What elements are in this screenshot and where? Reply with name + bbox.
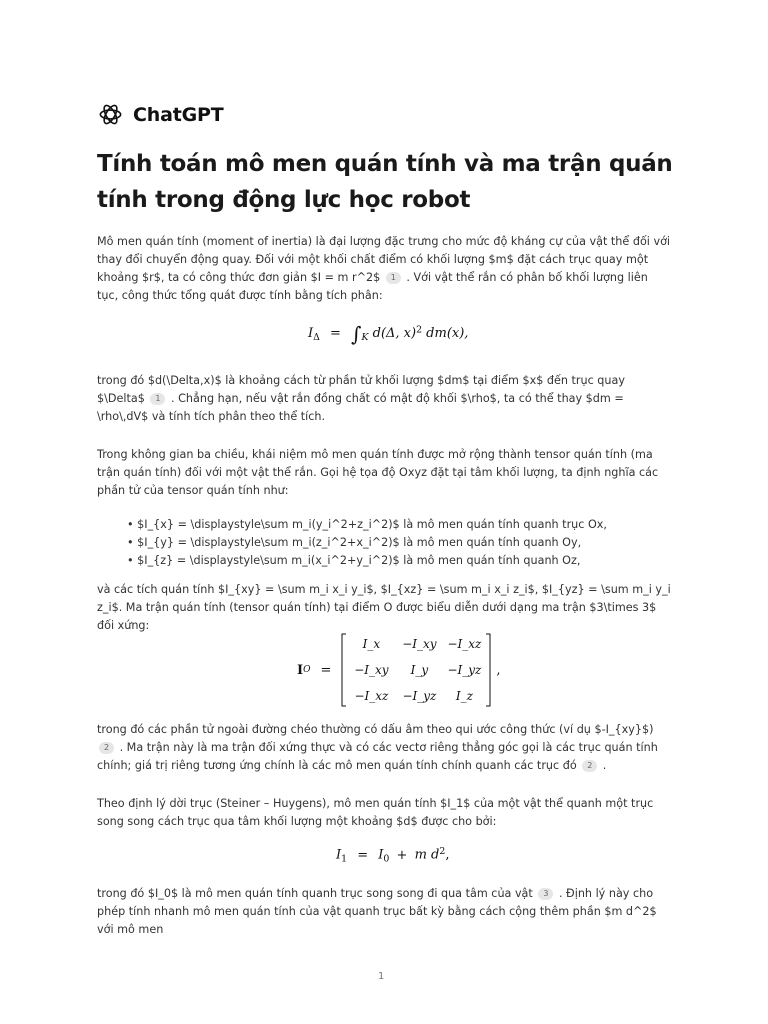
paragraph-text: trong đó $d(\Delta,x)$ là khoảng cách từ phần tử khối lượng $dm$ tại điểm $x$ đến trục quay $\Delta$ <box>97 374 625 405</box>
paragraph-matrix-properties <box>97 721 672 775</box>
brand-name: ChatGPT <box>133 103 224 126</box>
matrix-cell: −I_xy <box>354 663 389 677</box>
list-item: • $I_{y} = \displaystyle\sum m_i(z_i^2+x_i^2)$ là mô men quán tính quanh Oy, <box>127 536 582 549</box>
paragraph-text: Mô men quán tính (moment of inertia) là đại lượng đặc trưng cho mức độ kháng cự của vật thể đối với thay đổi chuyển động quay. Đối với một khối chất điểm có khối lượng $m$ đặt cách trục quay một khoảng $r$, ta có công thức đơn giản $I = m r^2$ <box>97 235 671 284</box>
paragraph-text: . <box>602 759 607 772</box>
inertia-components-list <box>127 516 607 570</box>
paragraph-products-of-inertia: và các tích quán tính $I_{xy} = \sum m_i x_i y_i$, $I_{xz} = \sum m_i x_i z_i$, $I_{yz} = \sum m_i y_i z_i$. Ma trận quán tính (tensor quán tính) tại điểm O được biểu diễn dưới dạng ma trận $3\times 3$ đối xứng: <box>97 583 671 632</box>
equation-moment-integral: $I_\Delta = \int_K$ d(Δ, x)$^2$ dm(x), <box>308 322 469 346</box>
matrix-cell: −I_xz <box>447 637 482 651</box>
paragraph-text: . Với vật thể rắn có phân bố khối lượng liên tục, công thức tổng quát được tính bằng tích phân: <box>97 271 648 302</box>
paragraph-tensor-intro: Trong không gian ba chiều, khái niệm mô men quán tính được mở rộng thành tensor quán tính (ma trận quán tính) đối với một vật thể rắn. Gọi hệ tọa độ Oxyz đặt tại tâm khối lượng, ta định nghĩa các phần tử của tensor quán tính như: <box>97 448 659 497</box>
paragraph-integral-explanation <box>97 372 672 426</box>
matrix-cell: −I_yz <box>402 689 437 703</box>
paragraph-text: . Ma trận này là ma trận đối xứng thực và có các vectơ riêng thẳng góc gọi là các trục quán tính chính; giá trị riêng tương ứng chính là các mô men quán tính chính quanh các trục đó <box>97 741 658 772</box>
matrix-right-bracket <box>485 633 491 707</box>
openai-logo-icon <box>97 101 124 128</box>
paragraph-text: . Chẳng hạn, nếu vật rắn đồng chất có mật độ khối $\rho$, ta có thể thay $dm = \rho\,dV$ và tính tích phân theo thể tích. <box>97 392 624 423</box>
matrix-cell: I_y <box>410 663 429 677</box>
citation-badge[interactable]: 1 <box>150 393 165 405</box>
equation-steiner: $I_1 = I_0 + m$ $d^2$, <box>336 846 450 865</box>
page-title: Tính toán mô men quán tính và ma trận quán tính trong động lực học robot <box>97 151 673 213</box>
matrix-cells <box>347 631 485 709</box>
paragraph-parallel-axis: Theo định lý dời trục (Steiner – Huygens), mô men quán tính $I_1$ của một vật thể quanh một trục song song cách trục qua tâm khối lượng một khoảng $d$ được cho bởi: <box>97 797 654 828</box>
page-number: 1 <box>378 971 385 982</box>
citation-badge[interactable]: 3 <box>538 888 553 900</box>
list-item: • $I_{z} = \displaystyle\sum m_i(x_i^2+y_i^2)$ là mô men quán tính quanh Oz, <box>127 554 581 567</box>
citation-badge[interactable]: 2 <box>99 742 114 754</box>
matrix-cell: −I_yz <box>447 663 482 677</box>
matrix-cell: I_z <box>455 689 473 703</box>
citation-badge[interactable]: 1 <box>386 272 401 284</box>
matrix-cell: −I_xy <box>402 637 437 651</box>
paragraph-steiner-explanation <box>97 885 672 939</box>
paragraph-intro <box>97 233 672 305</box>
matrix-cell: −I_xz <box>354 689 389 703</box>
paragraph-text: trong đó $I_0$ là mô men quán tính quanh trục song song đi qua tâm của vật <box>97 887 533 900</box>
matrix-cell: I_x <box>362 637 381 651</box>
citation-badge[interactable]: 2 <box>582 760 597 772</box>
equation-inertia-matrix: I O = I_x −I_xy −I_xz −I_xy I_y −I_yz −I_xz −I_yz I_z , <box>297 631 501 709</box>
brand-header <box>97 101 223 128</box>
paragraph-text: . Định lý này cho phép tính nhanh mô men quán tính của vật quanh trục bất kỳ bằng cách cộng thêm phần $m d^2$ với mô men <box>97 887 657 936</box>
paragraph-text: trong đó các phần tử ngoài đường chéo thường có dấu âm theo qui ước công thức (ví dụ $-I_{xy}$) <box>97 723 654 736</box>
list-item: • $I_{x} = \displaystyle\sum m_i(y_i^2+z_i^2)$ là mô men quán tính quanh trục Ox, <box>127 518 607 531</box>
